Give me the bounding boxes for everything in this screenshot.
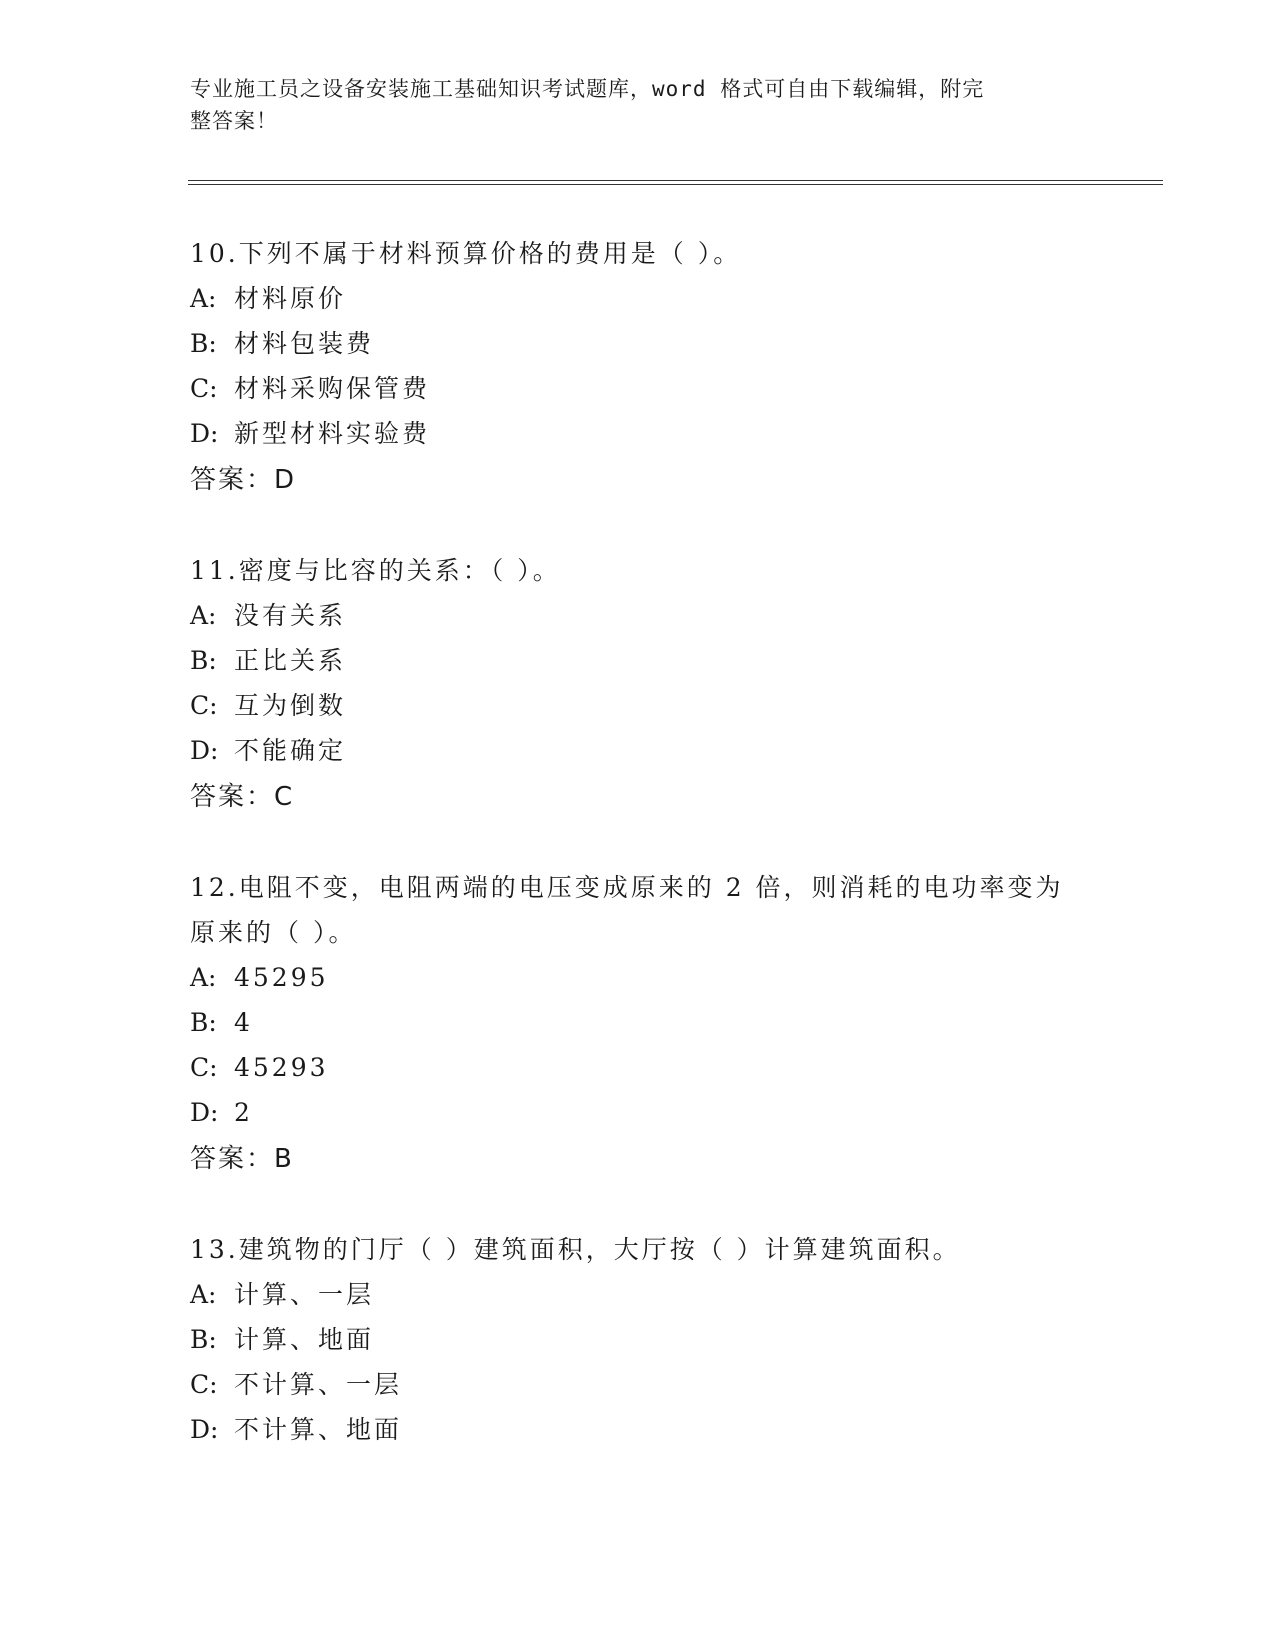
option-text: 材料采购保管费 bbox=[234, 374, 431, 403]
option-b bbox=[190, 1317, 1130, 1362]
option-label: B: bbox=[190, 1008, 217, 1037]
option-text: 计算、地面 bbox=[234, 1325, 375, 1354]
header-divider-bottom bbox=[188, 184, 1163, 185]
option-text: 没有关系 bbox=[234, 601, 347, 630]
option-label: A: bbox=[190, 284, 217, 313]
question-10 bbox=[190, 231, 1130, 503]
option-text: 不计算、地面 bbox=[234, 1415, 403, 1444]
header-line-2: 整答案！ bbox=[190, 109, 278, 133]
option-label: D: bbox=[190, 1415, 219, 1444]
option-text: 不能确定 bbox=[234, 736, 347, 765]
option-text: 计算、一层 bbox=[234, 1280, 375, 1309]
option-text: 45293 bbox=[234, 1053, 329, 1082]
question-11 bbox=[190, 548, 1130, 820]
option-a bbox=[190, 1272, 1130, 1317]
option-d bbox=[190, 1407, 1130, 1452]
answer-value: D bbox=[274, 465, 296, 495]
question-stem: 11.密度与比容的关系：（ ）。 bbox=[190, 556, 561, 585]
header-divider-top bbox=[188, 180, 1163, 181]
option-text: 不计算、一层 bbox=[234, 1370, 403, 1399]
option-a bbox=[190, 276, 1130, 321]
option-label: A: bbox=[190, 963, 217, 992]
answer-prefix: 答案： bbox=[190, 1144, 275, 1174]
option-c bbox=[190, 1362, 1130, 1407]
answer-value: C bbox=[274, 782, 294, 812]
option-label: C: bbox=[190, 374, 218, 403]
option-b bbox=[190, 638, 1130, 683]
option-label: C: bbox=[190, 1053, 218, 1082]
question-stem: 10.下列不属于材料预算价格的费用是（ ）。 bbox=[190, 239, 742, 268]
option-label: A: bbox=[190, 601, 217, 630]
option-b bbox=[190, 321, 1130, 366]
option-text: 材料包装费 bbox=[234, 329, 375, 358]
option-label: A: bbox=[190, 1280, 217, 1309]
option-text: 正比关系 bbox=[234, 646, 347, 675]
option-c bbox=[190, 1045, 1130, 1090]
option-label: D: bbox=[190, 1098, 219, 1127]
option-text: 互为倒数 bbox=[234, 691, 347, 720]
answer-prefix: 答案： bbox=[190, 465, 275, 495]
question-stem-line-2: 原来的（ ）。 bbox=[190, 918, 357, 947]
option-text: 4 bbox=[234, 1008, 253, 1037]
option-a bbox=[190, 593, 1130, 638]
answer-line bbox=[190, 458, 1130, 503]
option-label: D: bbox=[190, 419, 219, 448]
option-text: 2 bbox=[234, 1098, 253, 1127]
option-label: C: bbox=[190, 1370, 218, 1399]
option-b bbox=[190, 1000, 1130, 1045]
option-label: C: bbox=[190, 691, 218, 720]
answer-line bbox=[190, 1137, 1130, 1182]
question-12 bbox=[190, 865, 1130, 1182]
option-c bbox=[190, 683, 1130, 728]
option-a bbox=[190, 955, 1130, 1000]
question-stem-line-1: 12.电阻不变，电阻两端的电压变成原来的 2 倍，则消耗的电功率变为 bbox=[190, 873, 1064, 902]
option-label: D: bbox=[190, 736, 219, 765]
question-13 bbox=[190, 1227, 1130, 1452]
option-d bbox=[190, 1090, 1130, 1135]
option-label: B: bbox=[190, 1325, 217, 1354]
option-label: B: bbox=[190, 646, 217, 675]
answer-value: B bbox=[274, 1144, 293, 1174]
option-text: 新型材料实验费 bbox=[234, 419, 431, 448]
document-header bbox=[190, 73, 1090, 137]
option-text: 材料原价 bbox=[234, 284, 347, 313]
option-text: 45295 bbox=[234, 963, 329, 992]
header-line-1: 专业施工员之设备安装施工基础知识考试题库，word 格式可自由下载编辑，附完 bbox=[190, 77, 985, 101]
question-stem: 13.建筑物的门厅（ ）建筑面积，大厅按（ ）计算建筑面积。 bbox=[190, 1235, 961, 1264]
answer-prefix: 答案： bbox=[190, 782, 275, 812]
option-d bbox=[190, 728, 1130, 773]
option-d bbox=[190, 411, 1130, 456]
option-c bbox=[190, 366, 1130, 411]
option-label: B: bbox=[190, 329, 217, 358]
answer-line bbox=[190, 775, 1130, 820]
